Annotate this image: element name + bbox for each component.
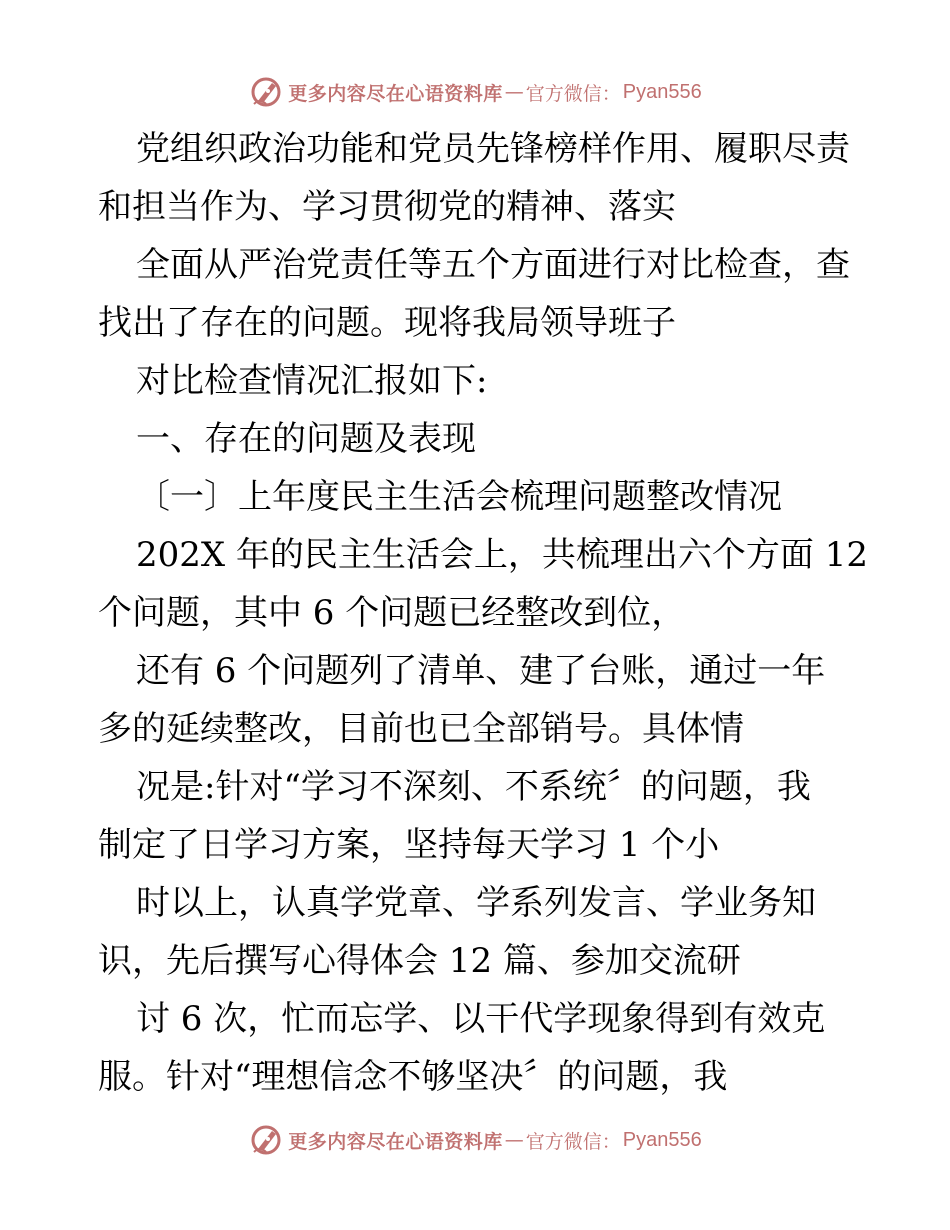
footer-brand-text: 更多内容尽在心语资料库 — [288, 1130, 503, 1153]
header-watermark-banner — [0, 72, 950, 112]
body-line: 多的延续整改，目前也已全部销号。具体情 — [98, 709, 744, 749]
body-line: 况是:针对“学习不深刻、不系统〞的问题，我 — [136, 767, 811, 807]
body-line: 全面从严治党责任等五个方面进行对比检查，查 — [136, 245, 850, 285]
body-line: 对比检查情况汇报如下: — [136, 361, 488, 401]
body-line: 制定了日学习方案，坚持每天学习 1 个小 — [98, 825, 720, 865]
document-body — [98, 120, 868, 1106]
body-line: 时以上，认真学党章、学系列发言、学业务知 — [136, 883, 816, 923]
subsection-heading: 〔一〕上年度民主生活会梳理问题整改情况 — [136, 477, 782, 517]
body-line: 还有 6 个问题列了清单、建了台账，通过一年 — [136, 651, 826, 691]
header-wechat-id: Pyan556 — [622, 80, 702, 103]
section-heading: 一、存在的问题及表现 — [136, 419, 476, 459]
footer-wechat-label: 官方微信： — [525, 1130, 621, 1153]
pen-nib-logo-icon — [248, 1122, 284, 1158]
body-line: 识，先后撰写心得体会 12 篇、参加交流研 — [98, 941, 741, 981]
body-line: 服。针对“理想信念不够坚决〞的问题，我 — [98, 1057, 728, 1097]
body-line: 个问题，其中 6 个问题已经整改到位， — [98, 593, 686, 633]
body-line: 202X 年的民主生活会上，共梳理出六个方面 12 — [136, 535, 868, 575]
footer-watermark-banner — [0, 1120, 950, 1160]
header-wechat-label: 官方微信： — [525, 82, 621, 105]
body-line: 讨 6 次，忙而忘学、以干代学现象得到有效克 — [136, 999, 826, 1039]
body-line: 找出了存在的问题。现将我局领导班子 — [98, 303, 676, 343]
footer-separator: — — [504, 1129, 524, 1151]
pen-nib-logo-icon — [248, 74, 284, 110]
header-brand-text: 更多内容尽在心语资料库 — [288, 82, 503, 105]
header-separator: — — [504, 81, 524, 103]
body-line: 党组织政治功能和党员先锋榜样作用、履职尽责 — [136, 129, 850, 169]
body-line: 和担当作为、学习贯彻党的精神、落实 — [98, 187, 676, 227]
footer-wechat-id: Pyan556 — [622, 1128, 702, 1151]
